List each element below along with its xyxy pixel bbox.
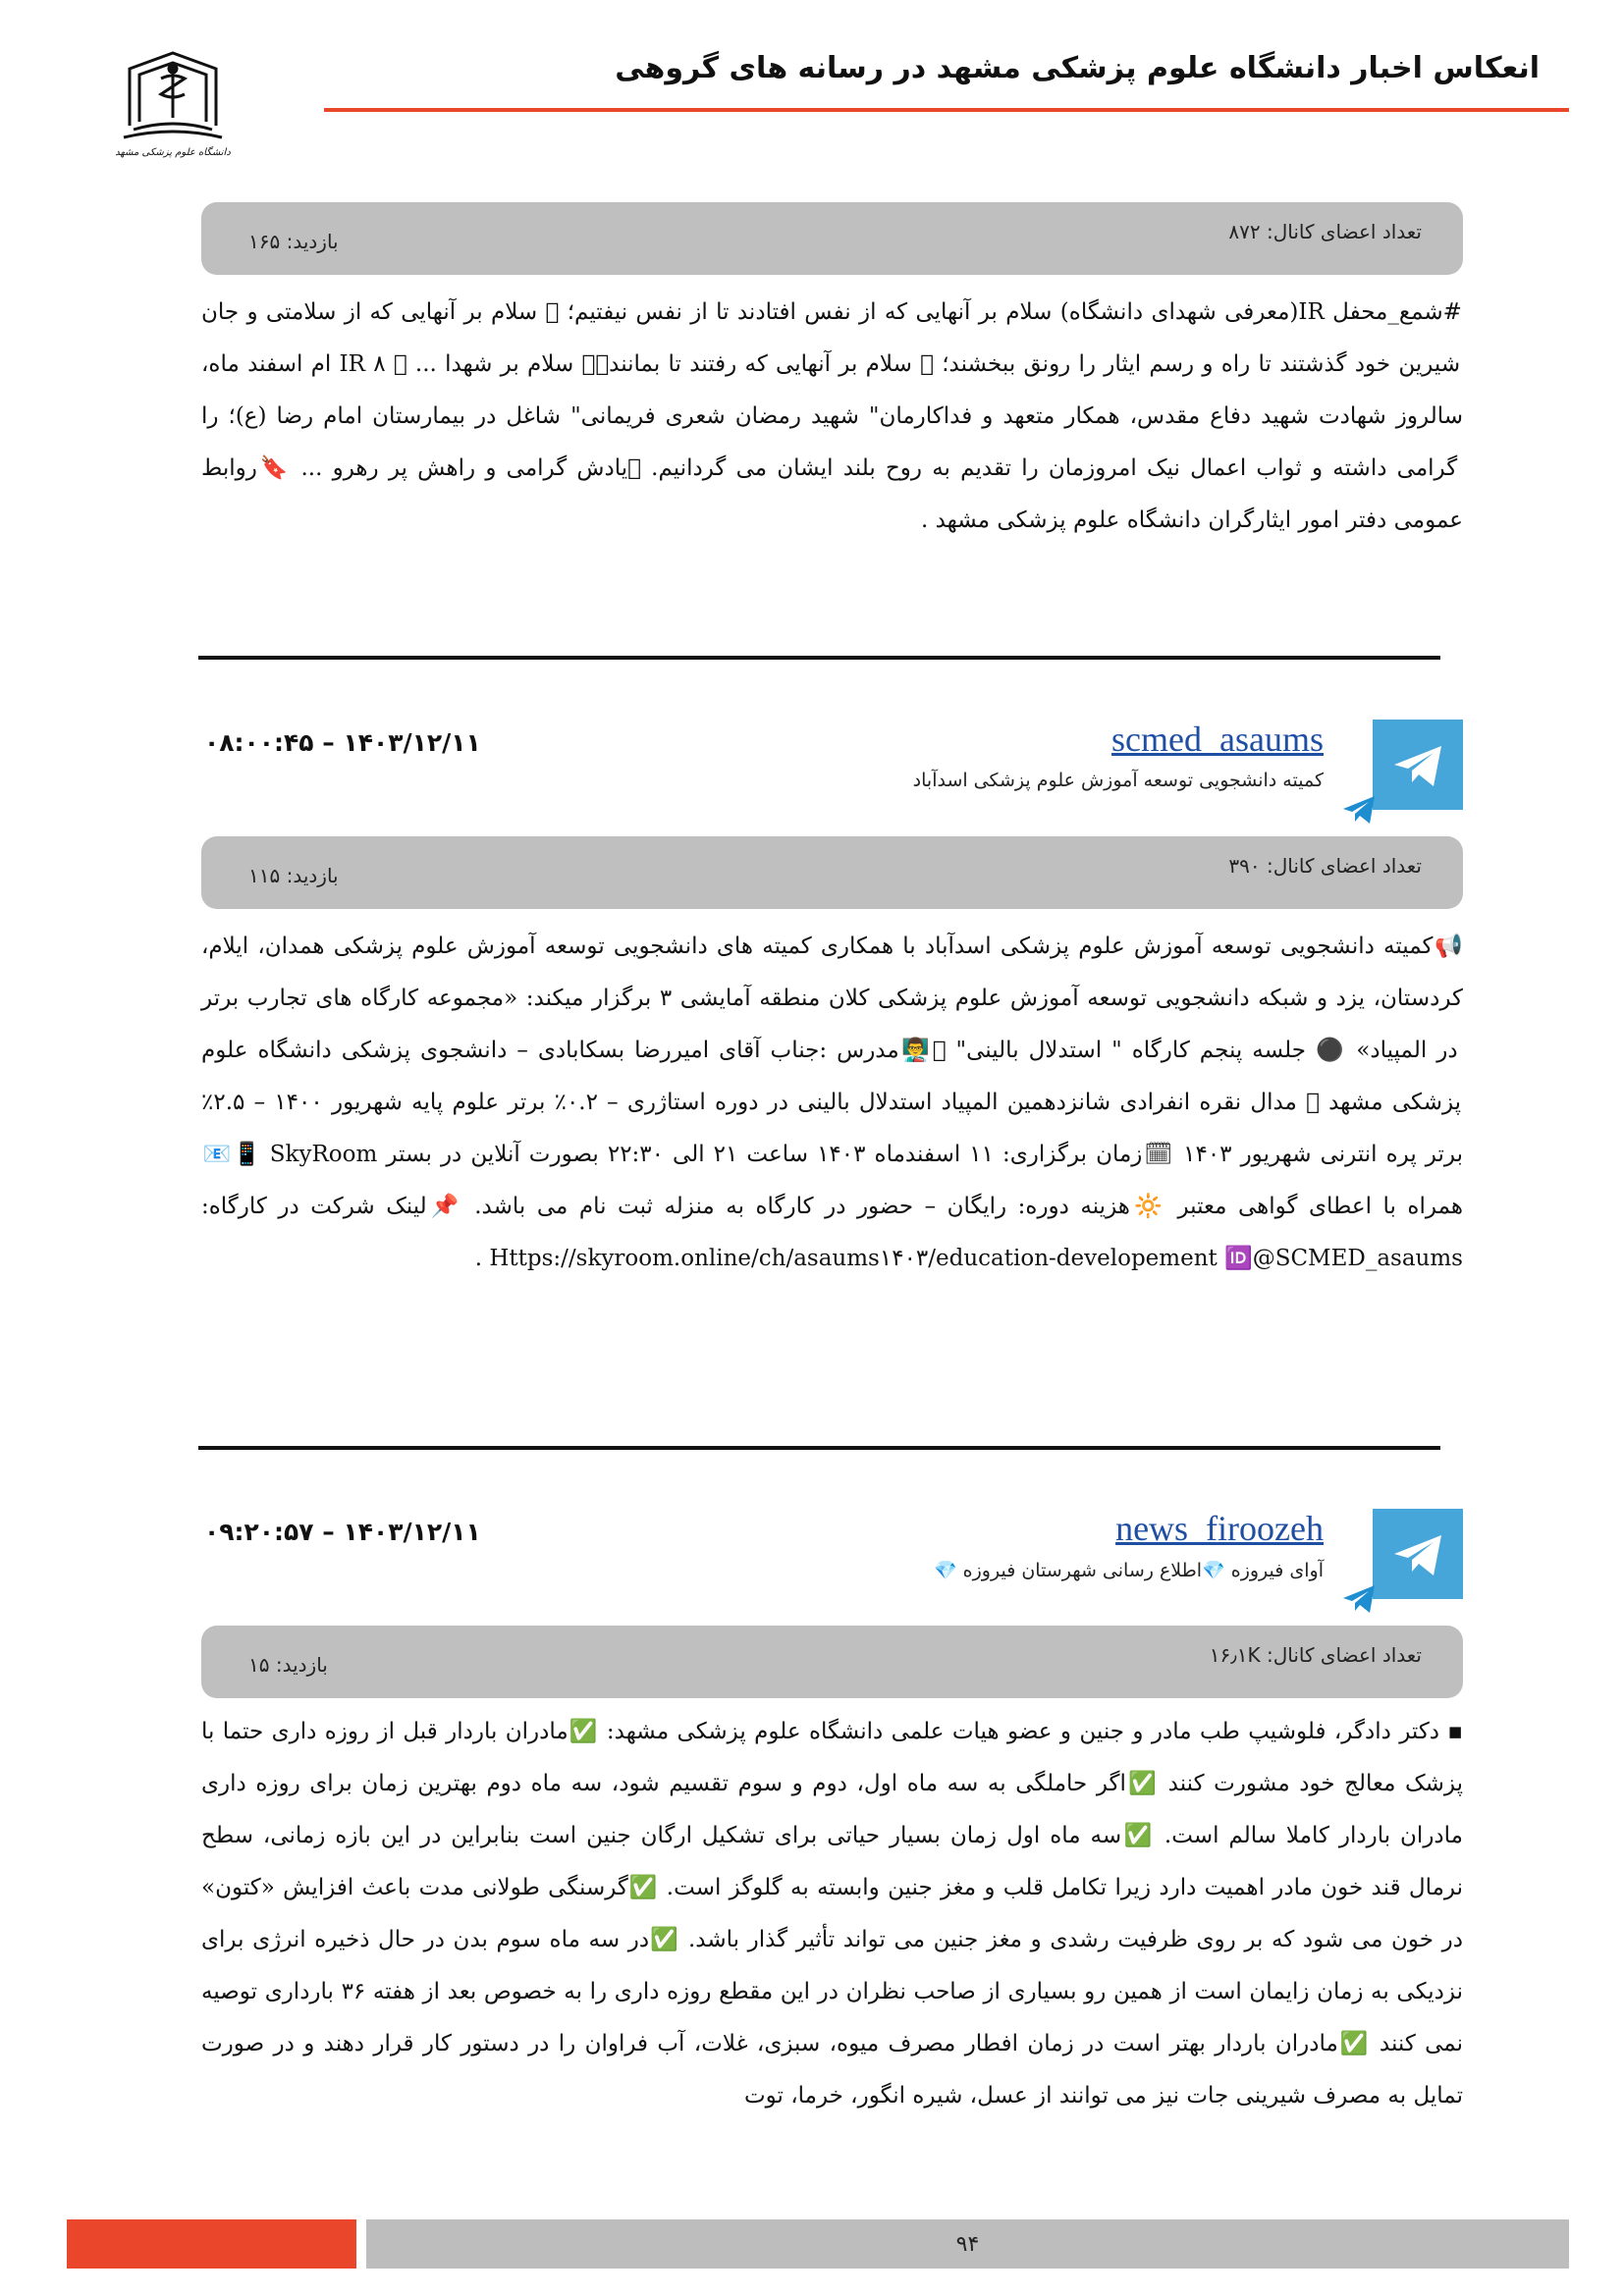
- footer-accent-bar: [67, 2219, 356, 2269]
- views-count: بازدید: ۱۱۵: [248, 864, 339, 887]
- header-rule: [324, 108, 1569, 112]
- post-datetime: ۰۹:۲۰:۵۷ – ۱۴۰۳/۱۲/۱۱: [204, 1518, 481, 1546]
- post-body: [201, 921, 1463, 1285]
- post-stats-bar: [201, 836, 1463, 909]
- university-logo-emblem: [110, 39, 236, 165]
- telegram-small-icon: [1341, 793, 1377, 827]
- post-paragraph: 📢کمیته دانشجویی توسعه آموزش علوم پزشکی اسدآباد با همکاری کمیته های دانشجویی توسعه آموزش علوم پزشکی همدان، ایلام، کردستان، یزد و شبکه دانشجویی توسعه آموزش علوم پزشکی کلان منطقه آمایشی ۳ برگزار میکند: «مجموعه کارگاه های تجارب برتر در المپیاد» ⚫ جلسه پنجم کارگاه " استدلال بالینی" ⃞👨‍🏫مدرس :جناب آقای امیررضا بسکابادی – دانشجوی پزشکی دانشگاه علوم پزشکی مشهد ⃞ مدال نقره انفرادی شانزدهمین المپیاد استدلال بالینی در دوره استاژری – ۰.۲٪ برتر علوم پایه شهریور ۱۴۰۰ – ۲.۵٪ برتر پره انترنی شهریور ۱۴۰۳ 🗓زمان برگزاری: ۱۱ اسفندماه ۱۴۰۳ ساعت ۲۱ الی ۲۲:۳۰ بصورت آنلاین در بستر SkyRoom 📱📧همراه با اعطای گواهی معتبر 🔆هزینه دوره: رایگان – حضور در کارگاه به منزله ثبت نام می باشد. 📌لینک شرکت در کارگاه: Https://skyroom.online/ch/asaums۱۴۰۳/education-developement 🆔@SCMED_asaums .: [201, 934, 1464, 1271]
- channel-description: آوای فیروزه 💎اطلاع رسانی شهرستان فیروزه 💎: [933, 1560, 1324, 1581]
- channel-name-link[interactable]: scmed_asaums: [1111, 720, 1324, 759]
- views-count: بازدید: ۱۶۵: [248, 230, 339, 253]
- telegram-small-icon: [1341, 1582, 1377, 1616]
- post-datetime: ۰۸:۰۰:۴۵ – ۱۴۰۳/۱۲/۱۱: [204, 728, 481, 757]
- telegram-channel-icon[interactable]: [1373, 1509, 1463, 1599]
- telegram-channel-icon[interactable]: [1373, 720, 1463, 810]
- page-number: ۹۴: [955, 2232, 980, 2257]
- members-count: تعداد اعضای کانال: ۱۶٫۱K: [1209, 1643, 1422, 1667]
- paper-plane-icon: [1373, 720, 1463, 810]
- members-count: تعداد اعضای کانال: ۸۷۲: [1228, 220, 1422, 243]
- members-count: تعداد اعضای کانال: ۳۹۰: [1228, 854, 1422, 878]
- channel-name-link[interactable]: news_firoozeh: [1115, 1509, 1324, 1548]
- post-stats-bar: [201, 202, 1463, 275]
- post-stats-bar: [201, 1626, 1463, 1698]
- post-paragraph: #شمع_محفل IR(معرفی شهدای دانشگاه) سلام بر آنهایی که از نفس افتادند تا از نفس نیفتیم؛ ⃞ سلام بر آنهایی که از سلامتی و جان شیرین خود گذشتند تا راه و رسم ایثار را رونق ببخشند؛ ⃞ سلام بر آنهایی که رفتند تا بمانند؛⃞ سلام بر شهدا ... ⃞ IR ۸ ام اسفند ماه، سالروز شهادت شهید دفاع مقدس، همکار متعهد و فداکارمان" شهید رمضان شعری فریمانی" شاغل در بیمارستان امام رضا (ع)؛ را گرامی داشته و ثواب اعمال نیک امروزمان را تقدیم به روح بلند ایشان می گردانیم. ⃞یادش گرامی و راهش پر رهرو ... 🔖روابط عمومی دفتر امور ایثارگران دانشگاه علوم پزشکی مشهد .: [201, 299, 1464, 533]
- post-body: [201, 287, 1463, 547]
- post-body: [201, 1706, 1463, 2122]
- page-header-title: انعکاس اخبار دانشگاه علوم پزشکی مشهد در رسانه های گروهی: [615, 51, 1540, 85]
- logo-caption: دانشگاه علوم پزشکی مشهد: [115, 147, 231, 158]
- paper-plane-icon: [1373, 1509, 1463, 1599]
- university-logo: [110, 39, 236, 165]
- paper-plane-small-icon: [1341, 1582, 1377, 1616]
- views-count: بازدید: ۱۵: [248, 1653, 328, 1677]
- channel-description: کمیته دانشجویی توسعه آموزش علوم پزشکی اسدآباد: [912, 770, 1324, 791]
- post-separator: [198, 656, 1440, 660]
- post-paragraph: ▪ دکتر دادگر، فلوشیپ طب مادر و جنین و عضو هیات علمی دانشگاه علوم پزشکی مشهد: ✅مادران باردار قبل از روزه داری حتما با پزشک معالج خود مشورت کنند ✅اگر حاملگی به سه ماه اول، دوم و سوم تقسیم شود، سه ماه دوم بهترین زمان برای روزه داری مادران باردار کاملا سالم است. ✅سه ماه اول زمان بسیار حیاتی برای تشکیل ارگان جنین است بنابراین در این بازه زمانی، سطح نرمال قند خون مادر اهمیت دارد زیرا تکامل قلب و مغز جنین وابسته به گلوگز است. ✅گرسنگی طولانی مدت باعث افزایش «کتون» در خون می شود که بر روی ظرفیت رشدی و مغز جنین می تواند تأثیر گذار باشد. ✅در سه ماه سوم بدن در حال ذخیره انرژی برای نزدیکی به زمان زایمان است از همین رو بسیاری از صاحب نظران در این مقطع روزه داری را به خصوص بعد از هفته ۳۶ بارداری توصیه نمی کنند ✅مادران باردار بهتر است در زمان افطار مصرف میوه، سبزی، غلات، آب فراوان را در دستور کار قرار دهند و در صورت تمایل به مصرف شیرینی جات نیز می توانند از عسل، شیره انگور، خرما، توت: [201, 1719, 1464, 2109]
- paper-plane-small-icon: [1341, 793, 1377, 827]
- post-separator: [198, 1446, 1440, 1450]
